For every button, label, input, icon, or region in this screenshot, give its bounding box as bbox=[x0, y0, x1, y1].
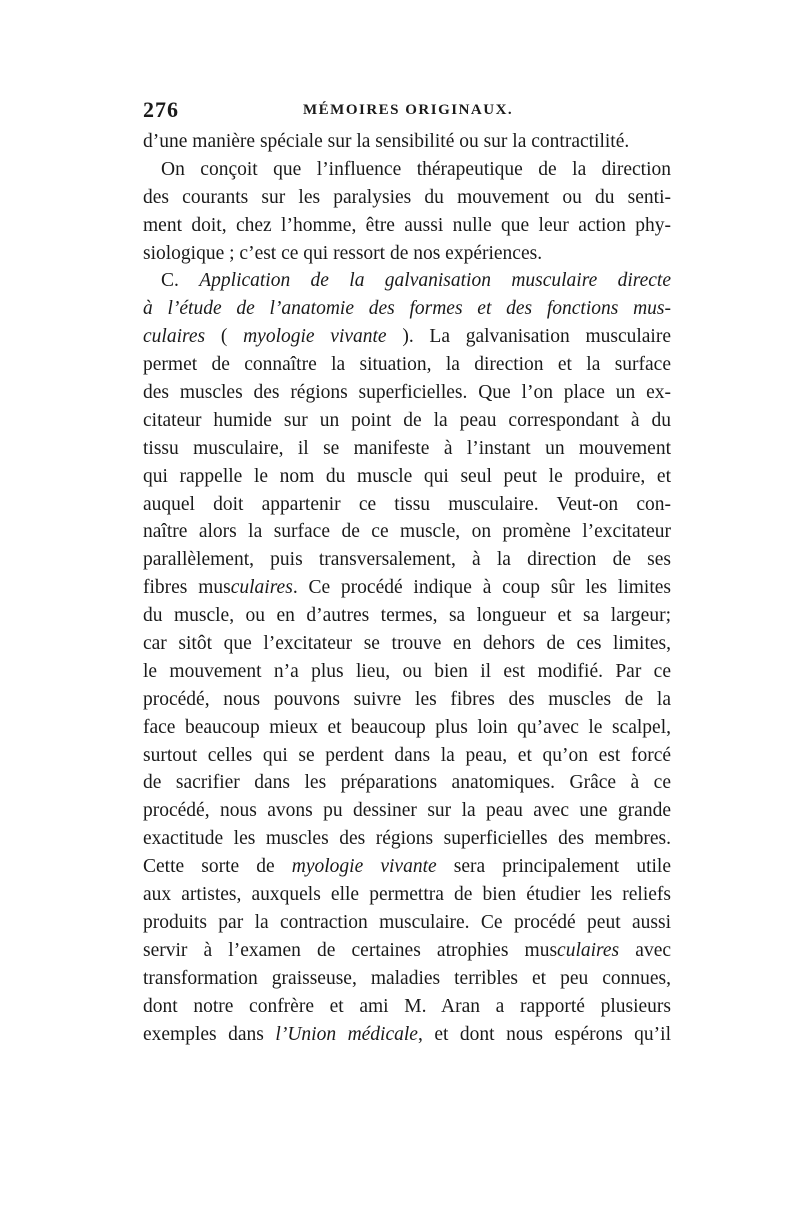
text-line: car sitôt que l’excitateur se trouve en dehors de ces limites, bbox=[143, 633, 671, 655]
text-line: le mouvement n’a plus lieu, ou bien il est modifié. Par ce bbox=[143, 660, 671, 682]
text-line: du muscle, ou en d’autres termes, sa longueur et sa largeur; bbox=[143, 605, 671, 627]
text-line: ment doit, chez l’homme, être aussi nulle que leur action phy- bbox=[143, 214, 671, 236]
text-line: face beaucoup mieux et beaucoup plus loin qu’avec le scalpel, bbox=[143, 716, 671, 738]
running-head: MÉMOIRES ORIGINAUX. bbox=[303, 102, 514, 118]
text-line: aux artistes, auxquels elle permettra de bien étudier les reliefs bbox=[143, 884, 671, 906]
text-line: surtout celles qui se perdent dans la peau, et qu’on est forcé bbox=[143, 744, 671, 766]
text-line: Cette sorte de myologie vivante sera principalement utile bbox=[143, 856, 671, 878]
text-line: qui rappelle le nom du muscle qui seul peut le produire, et bbox=[143, 465, 671, 487]
page-header bbox=[143, 97, 665, 127]
text-line: culaires ( myologie vivante ). La galvanisation musculaire bbox=[143, 326, 671, 348]
text-line: de sacrifier dans les préparations anatomiques. Grâce à ce bbox=[143, 772, 671, 794]
text-line: à l’étude de l’anatomie des formes et des fonctions mus- bbox=[143, 298, 671, 320]
text-line: On conçoit que l’influence thérapeutique de la direction bbox=[161, 158, 671, 180]
text-line: permet de connaître la situation, la direction et la surface bbox=[143, 354, 671, 376]
text-line: tissu musculaire, il se manifeste à l’instant un mouvement bbox=[143, 437, 671, 459]
text-line: servir à l’examen de certaines atrophies musculaires avec bbox=[143, 939, 671, 961]
text-line: produits par la contraction musculaire. Ce procédé peut aussi bbox=[143, 911, 671, 933]
text-line: d’une manière spéciale sur la sensibilité ou sur la contractilité. bbox=[143, 131, 630, 152]
text-line: des courants sur les paralysies du mouvement ou du senti- bbox=[143, 186, 671, 208]
text-line: exactitude les muscles des régions superficielles des membres. bbox=[143, 828, 671, 850]
text-line: fibres musculaires. Ce procédé indique à coup sûr les limites bbox=[143, 577, 672, 599]
text-line: citateur humide sur un point de la peau correspondant à du bbox=[143, 409, 671, 431]
text-line: parallèlement, puis transversalement, à la direction de ses bbox=[143, 549, 671, 571]
text-line: auquel doit appartenir ce tissu musculaire. Veut-on con- bbox=[143, 493, 671, 515]
text-line: des muscles des régions superficielles. Que l’on place un ex- bbox=[143, 382, 671, 404]
text-line: procédé, nous avons pu dessiner sur la peau avec une grande bbox=[143, 800, 671, 822]
text-line: exemples dans l’Union médicale, et dont nous espérons qu’il bbox=[143, 1023, 672, 1045]
page-number: 276 bbox=[143, 97, 179, 122]
body-text bbox=[143, 128, 671, 1048]
text-line: dont notre confrère et ami M. Aran a rapporté plusieurs bbox=[143, 995, 671, 1017]
text-line: siologique ; c’est ce qui ressort de nos expériences. bbox=[143, 242, 543, 264]
text-line: procédé, nous pouvons suivre les fibres des muscles de la bbox=[143, 688, 671, 710]
text-line: naître alors la surface de ce muscle, on promène l’excitateur bbox=[143, 521, 671, 543]
text-line: transformation graisseuse, maladies terribles et peu connues, bbox=[143, 967, 671, 989]
text-line: C. Application de la galvanisation musculaire directe bbox=[161, 270, 671, 292]
